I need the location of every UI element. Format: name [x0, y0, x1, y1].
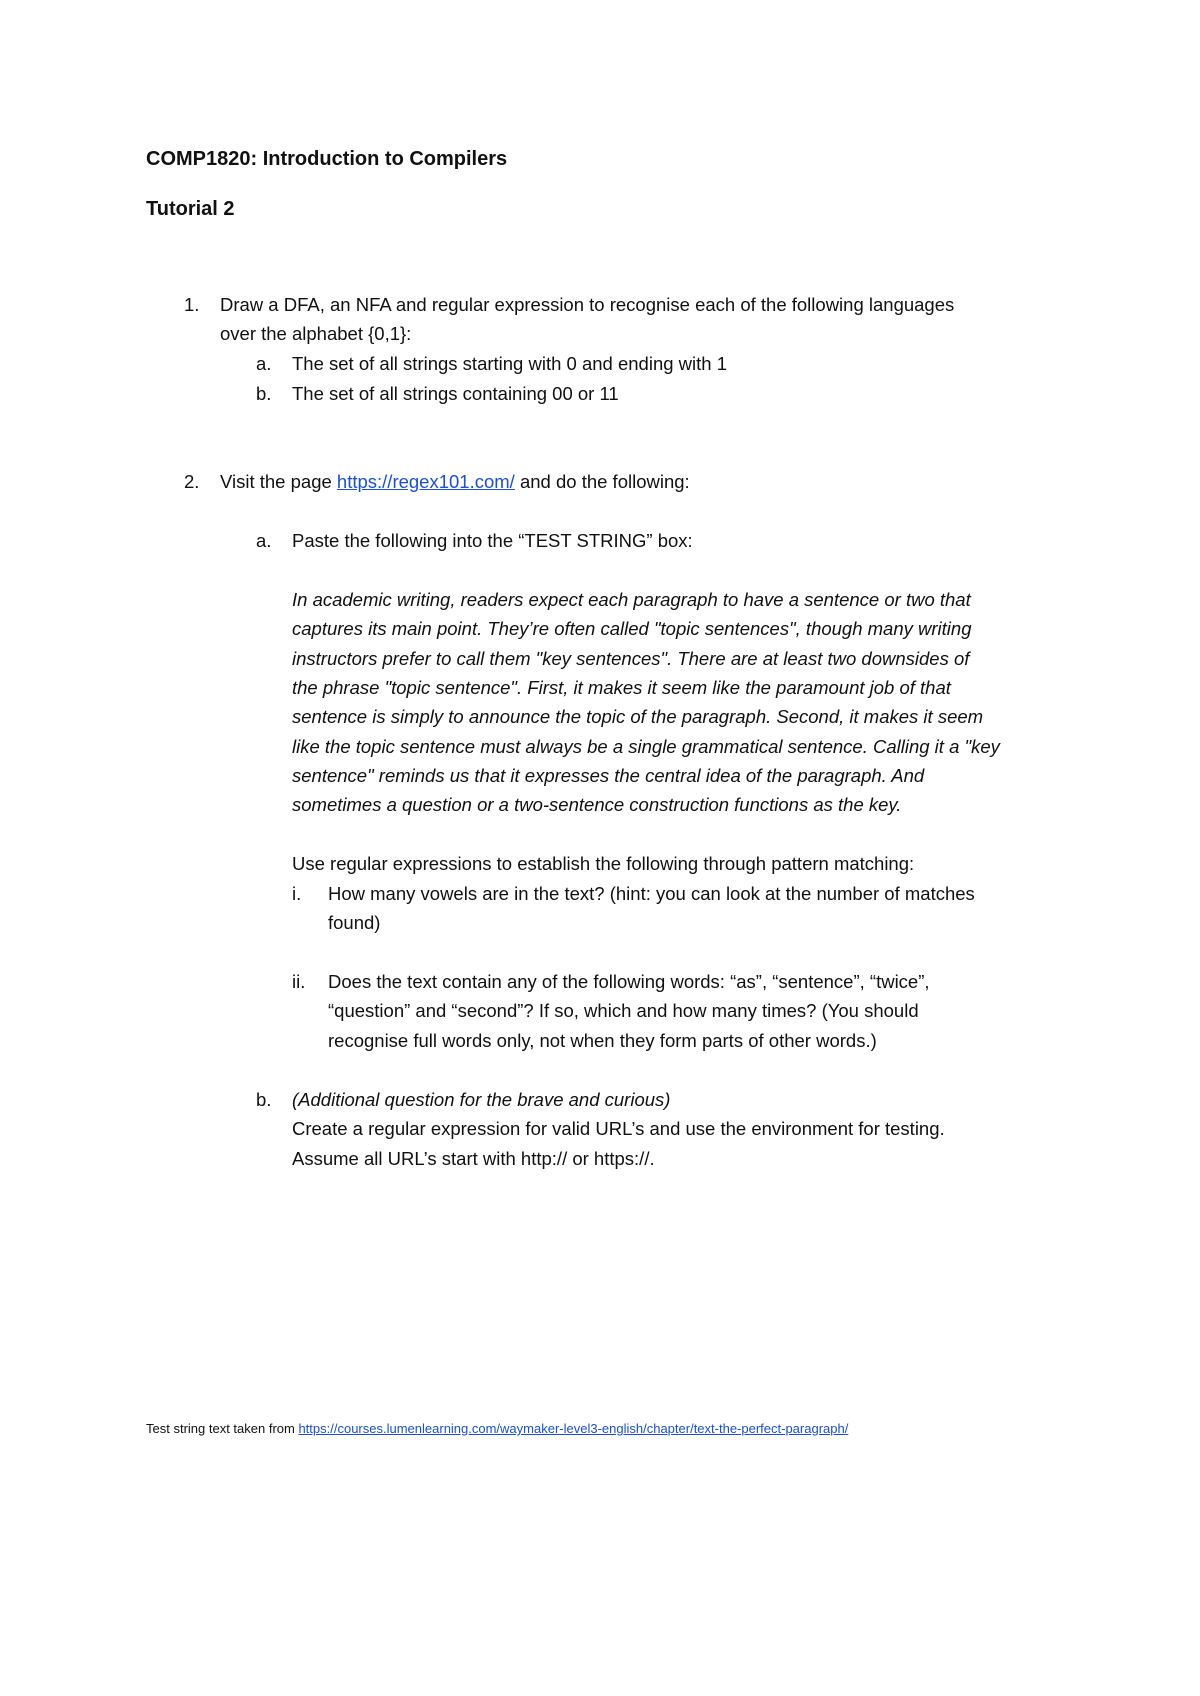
source-link[interactable]: https://courses.lumenlearning.com/waymaker-level3-english/chapter/text-the-perfect-paragraph/: [298, 1421, 849, 1436]
q2-i-marker: i.: [292, 883, 302, 904]
quote-line: the phrase "topic sentence". First, it makes it seem like the paramount job of that: [292, 677, 951, 698]
quote-line: like the topic sentence must always be a single grammatical sentence. Calling it a "key: [292, 736, 1000, 757]
q2-b-line-2: Create a regular expression for valid URL’s and use the environment for testing.: [292, 1118, 945, 1139]
footer-note: [146, 1421, 848, 1436]
q2-b-line-3: Assume all URL’s start with http:// or https://.: [292, 1148, 655, 1169]
quote-line: sentence is simply to announce the topic of the paragraph. Second, it makes it seem: [292, 706, 984, 727]
regex101-link[interactable]: https://regex101.com/: [336, 471, 515, 492]
q1-line-2: over the alphabet {0,1}:: [220, 323, 412, 344]
quote-line: instructors prefer to call them "key sentences". There are at least two downsides of: [292, 648, 970, 669]
q2-a-text: Paste the following into the “TEST STRING” box:: [292, 530, 693, 551]
q2-intro-after: and do the following:: [514, 471, 690, 492]
q2-b-line-1: (Additional question for the brave and curious): [292, 1089, 671, 1110]
q2-ii-line-3: recognise full words only, not when they form parts of other words.): [328, 1030, 877, 1051]
quote-line: sentence" reminds us that it expresses the central idea of the paragraph. And: [292, 765, 925, 786]
footer-text: Test string text taken from: [146, 1421, 299, 1436]
q2-ii-marker: ii.: [292, 971, 306, 992]
q1-a-marker: a.: [256, 353, 272, 374]
q1-b-text: The set of all strings containing 00 or 11: [292, 383, 619, 404]
document-title: COMP1820: Introduction to Compilers: [146, 148, 508, 170]
quote-line: In academic writing, readers expect each paragraph to have a sentence or two that: [292, 589, 971, 610]
q2-ii-line-1: Does the text contain any of the following words: “as”, “sentence”, “twice”,: [328, 971, 930, 992]
q2-i-line-1: How many vowels are in the text? (hint: you can look at the number of matches: [328, 883, 975, 904]
q2-use-text: Use regular expressions to establish the following through pattern matching:: [292, 853, 915, 874]
q1-number: 1.: [184, 294, 200, 315]
q1-a-text: The set of all strings starting with 0 and ending with 1: [292, 353, 727, 374]
q2-ii-line-2: “question” and “second”? If so, which and how many times? (You should: [328, 1000, 919, 1021]
q2-a-marker: a.: [256, 530, 272, 551]
quote-line: sometimes a question or a two-sentence construction functions as the key.: [292, 794, 902, 815]
q2-intro-before: Visit the page: [220, 471, 337, 492]
quote-line: captures its main point. They’re often called "topic sentences", though many writing: [292, 618, 972, 639]
q2-i-line-2: found): [328, 912, 381, 933]
q2-intro: [220, 471, 690, 493]
q2-b-marker: b.: [256, 1089, 272, 1110]
q2-number: 2.: [184, 471, 200, 492]
document-subtitle: Tutorial 2: [146, 198, 235, 220]
q1-b-marker: b.: [256, 383, 272, 404]
q1-line-1: Draw a DFA, an NFA and regular expression to recognise each of the following languages: [220, 294, 955, 315]
